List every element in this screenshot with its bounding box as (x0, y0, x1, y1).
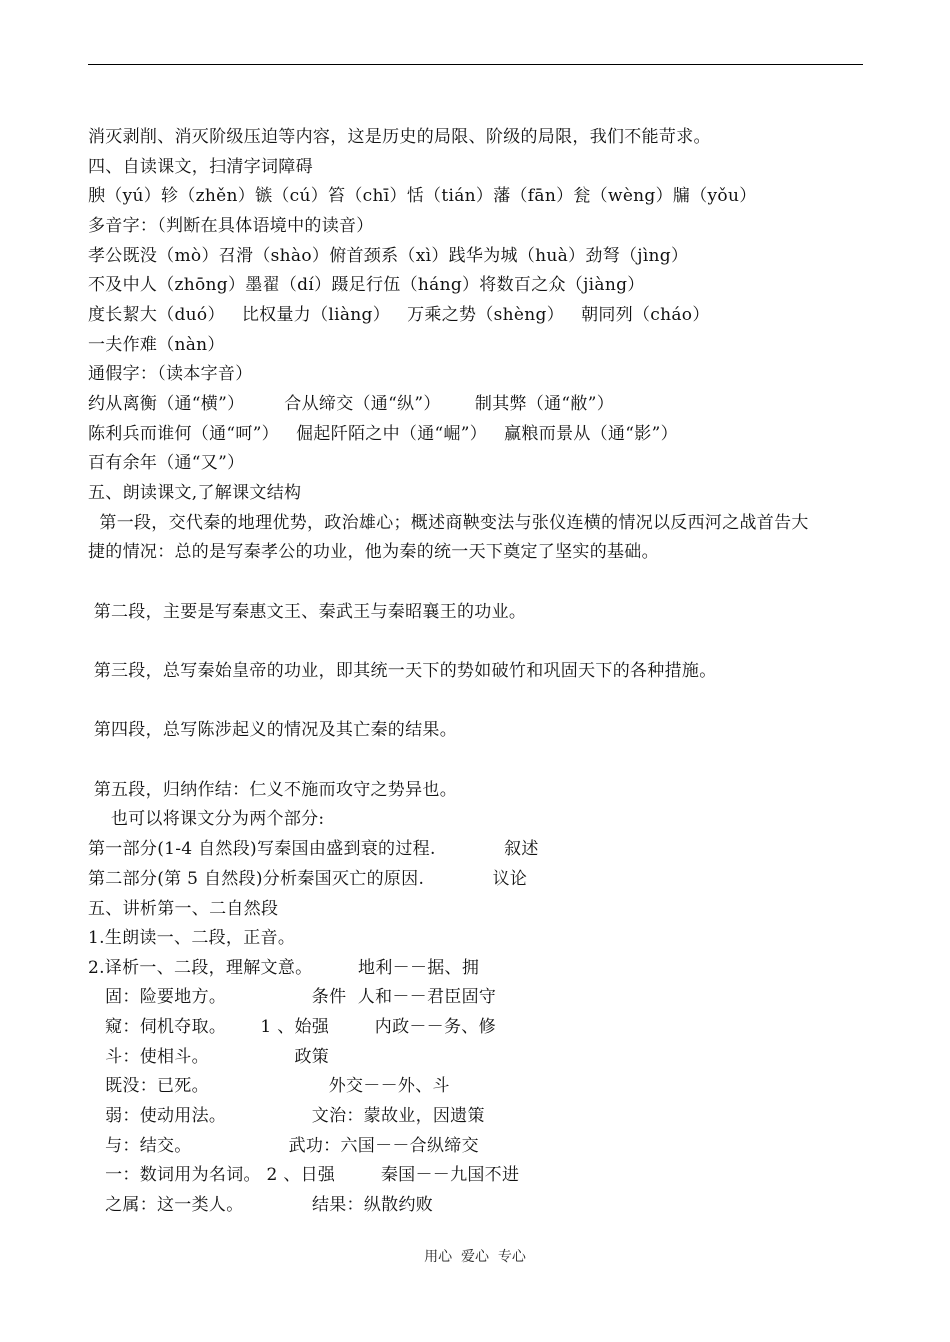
section-heading: 五、朗读课文,了解课文结构 (88, 483, 302, 503)
section-heading: 四、自读课文，扫清字词障碍 (88, 157, 313, 177)
header-rule (88, 64, 863, 65)
text-line: 不及中人（zhōng）墨翟（dí）蹑足行伍（háng）将数百之众（jiàng） (88, 275, 645, 295)
text-line: 第三段，总写秦始皇帝的功业，即其统一天下的势如破竹和巩固天下的各种措施。 (88, 661, 717, 681)
text-line: 多音字：（判断在具体语境中的读音） (88, 216, 374, 236)
text-line: 百有余年（通“又”） (88, 453, 245, 473)
text-line: 窥：伺机夺取。 1 、始强 内政－－务、修 (88, 1017, 496, 1037)
text-line: 捷的情况：总的是写秦孝公的功业，他为秦的统一天下奠定了坚实的基础。 (88, 542, 659, 562)
text-line: 斗：使相斗。 政策 (88, 1047, 330, 1067)
text-line: 第二段，主要是写秦惠文王、秦武王与秦昭襄王的功业。 (88, 602, 527, 622)
text-line: 孝公既没（mò）召滑（shào）俯首颈系（xì）践华为城（huà）劲弩（jìng） (88, 246, 689, 266)
text-line: 消灭剥削、消灭阶级压迫等内容，这是历史的局限、阶级的局限，我们不能苛求。 (88, 127, 711, 147)
text-line: 第一段，交代秦的地理优势，政治雄心；概述商鞅变法与张仪连横的情况以反西河之战首告大 (88, 513, 809, 533)
text-line: 第四段，总写陈涉起义的情况及其亡秦的结果。 (88, 720, 458, 740)
text-line: 约从离衡（通“横”） 合从缔交（通“纵”） 制其弊（通“敝”） (88, 394, 614, 414)
text-line: 一：数词用为名词。 2 、日强 秦国－－九国不进 (88, 1165, 520, 1185)
text-line: 一夫作难（nàn） (88, 335, 225, 355)
text-line: 弱：使动用法。 文治：蒙故业，因遗策 (88, 1106, 485, 1126)
text-line: 第一部分(1-4 自然段)写秦国由盛到衰的过程. 叙述 (88, 839, 539, 859)
text-line: 度长絜大（duó） 比权量力（liàng） 万乘之势（shèng） 朝同列（cháo） (88, 305, 710, 325)
text-line: 与：结交。 武功：六国－－合纵缔交 (88, 1136, 479, 1156)
text-line: 2.译析一、二段，理解文意。 地利－－据、拥 (88, 958, 480, 978)
page-footer: 用心 爱心 专心 (424, 1249, 526, 1265)
text-line: 固：险要地方。 条件 人和－－君臣固守 (88, 987, 497, 1007)
text-line: 通假字：（读本字音） (88, 364, 253, 384)
text-line: 第五段，归纳作结：仁义不施而攻守之势异也。 (88, 780, 458, 800)
section-heading: 五、讲析第一、二自然段 (88, 899, 279, 919)
text-line: 陈利兵而谁何（通“呵”） 倔起阡陌之中（通“崛”） 赢粮而景从（通“影”） (88, 424, 678, 444)
text-line: 也可以将课文分为两个部分: (88, 809, 325, 829)
text-line: 腴（yú）轸（zhěn）镞（cú）笞（chī）恬（tián）藩（fān）瓮（wèng）牖（yǒu） (88, 186, 757, 206)
text-line: 第二部分(第 5 自然段)分析秦国灭亡的原因. 议论 (88, 869, 528, 889)
text-line: 之属：这一类人。 结果：纵散约败 (88, 1195, 434, 1215)
text-line: 1.生朗读一、二段，正音。 (88, 928, 296, 948)
text-line: 既没：已死。 外交－－外、斗 (88, 1076, 450, 1096)
